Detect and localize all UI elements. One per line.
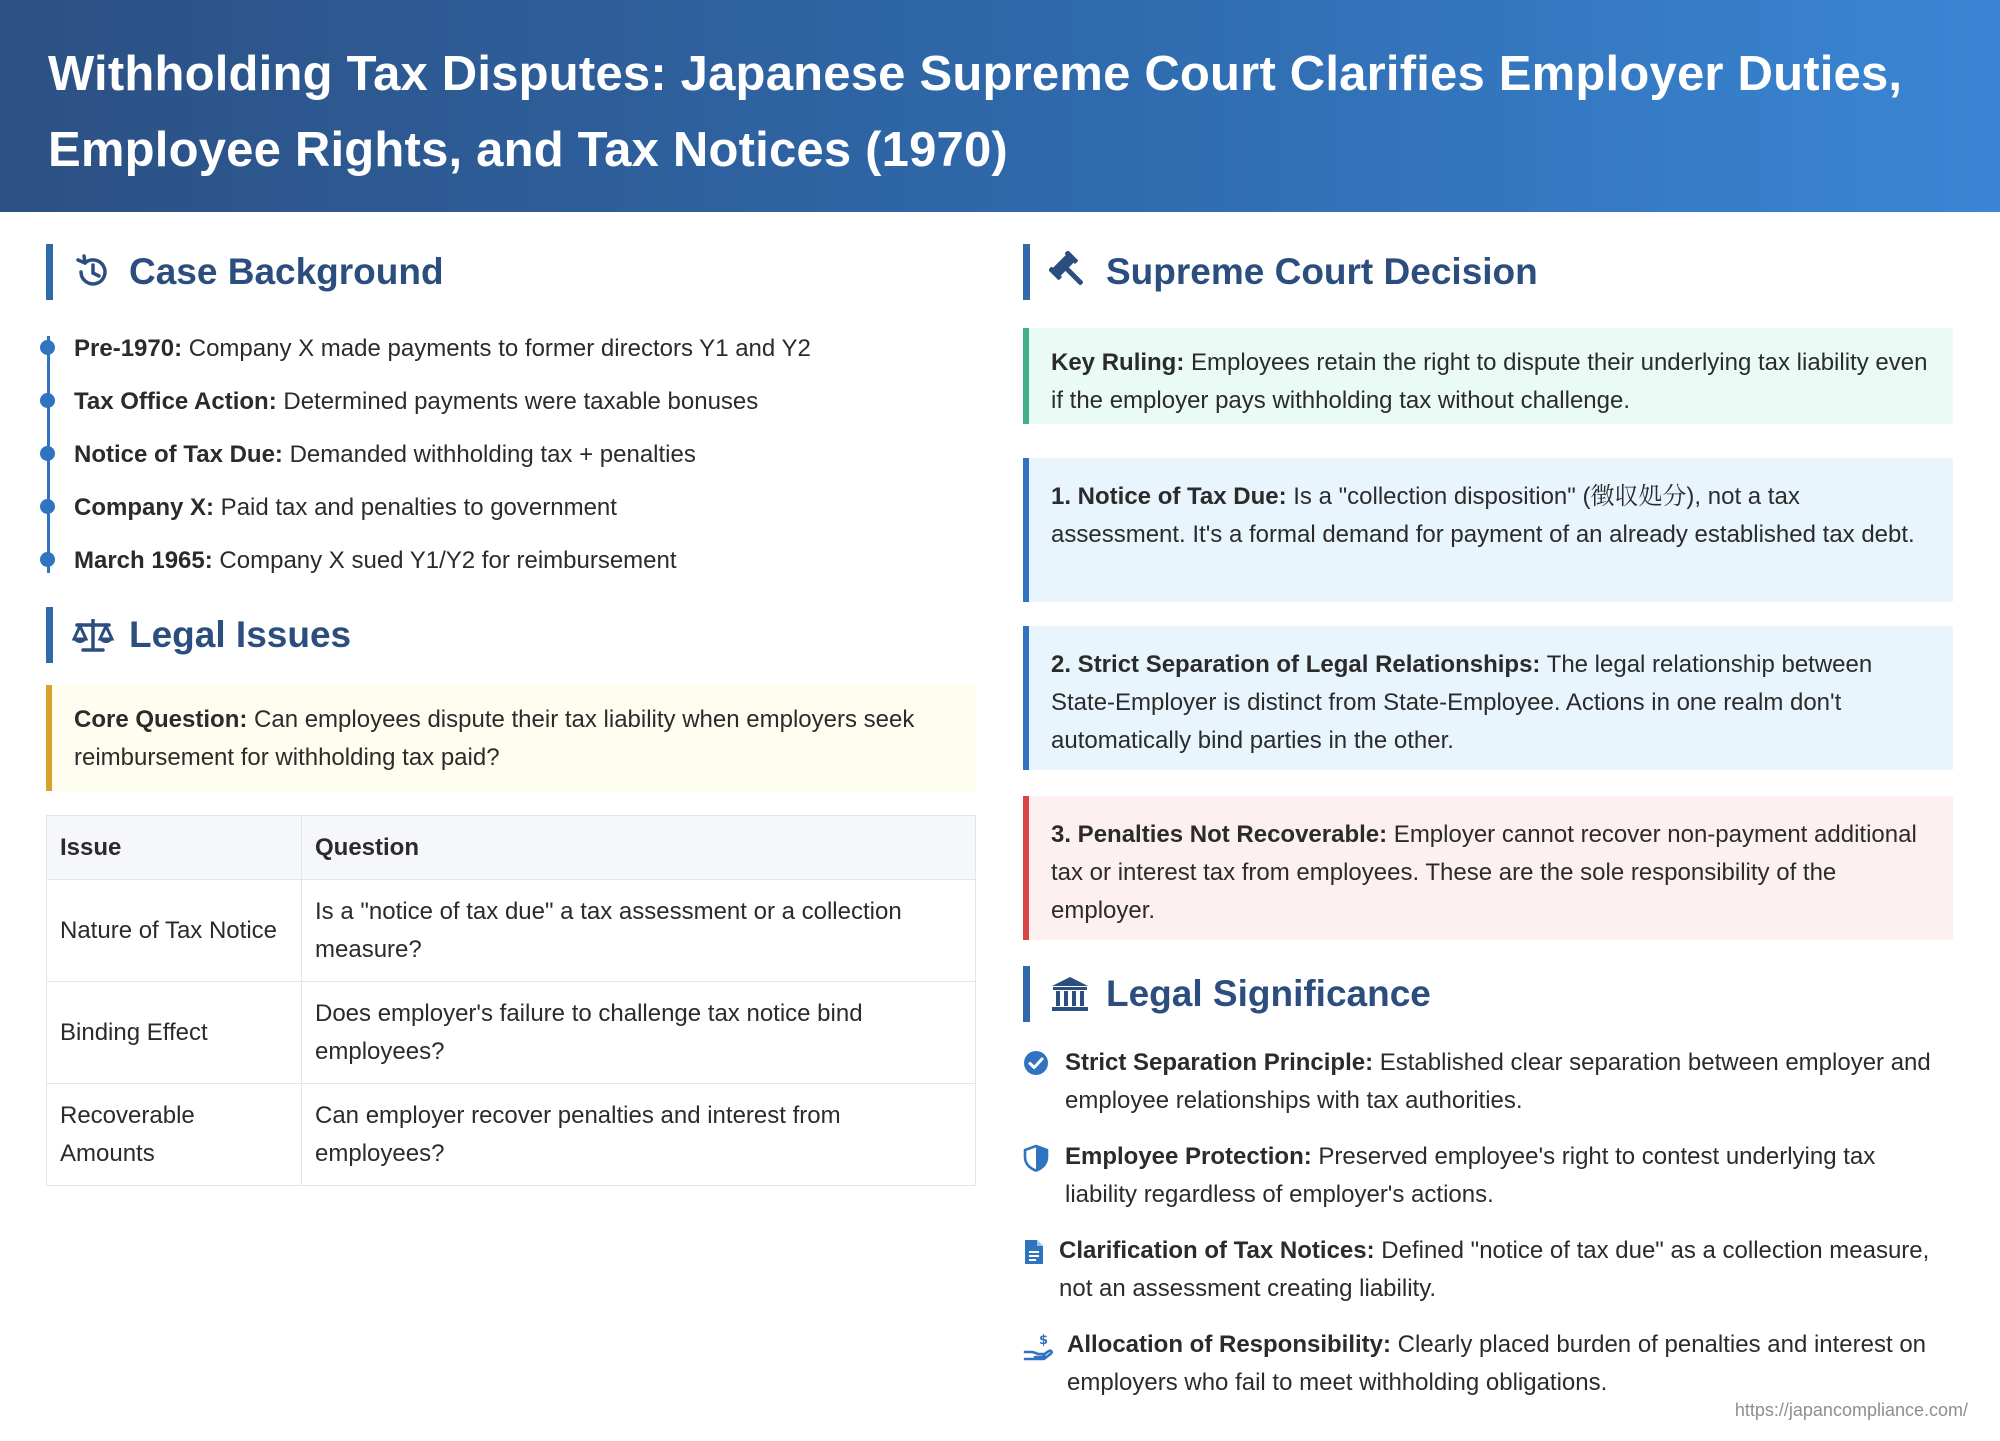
core-question-callout bbox=[46, 685, 976, 791]
column-header-question: Question bbox=[302, 816, 976, 880]
table-header-row bbox=[47, 816, 976, 880]
issues-table bbox=[46, 815, 976, 1186]
issue-cell: Nature of Tax Notice bbox=[47, 880, 302, 982]
significance-text: Clearly placed burden of penalties and interest on employers who fail to meet withholding obligations. bbox=[1067, 1331, 1927, 1396]
significance-label: Employee Protection: bbox=[1065, 1143, 1312, 1170]
significance-list bbox=[1023, 1044, 1953, 1402]
issue-cell: Recoverable Amounts bbox=[47, 1084, 302, 1186]
timeline-text: Paid tax and penalties to government bbox=[214, 494, 617, 521]
case-background-title: Case Background bbox=[129, 251, 444, 292]
significance-label: Clarification of Tax Notices: bbox=[1059, 1237, 1375, 1264]
footer-url-link[interactable]: https://japancompliance.com/ bbox=[1734, 1400, 1968, 1420]
bank-icon bbox=[1048, 972, 1092, 1016]
decision-point-text: The legal relationship between State-Employer is distinct from State-Employee. Actions in one realm don't automatically bind parties in the other. bbox=[1051, 651, 1873, 754]
timeline-text: Company X made payments to former directors Y1 and Y2 bbox=[182, 335, 811, 362]
gavel-icon bbox=[1048, 250, 1092, 294]
decision-point-text: Employer cannot recover non-payment additional tax or interest tax from employees. These are the sole responsibility of the employer. bbox=[1051, 821, 1917, 924]
list-item bbox=[1023, 1044, 1953, 1120]
hand-dollar-icon bbox=[1023, 1326, 1067, 1402]
timeline-label: March 1965: bbox=[74, 547, 213, 574]
page-title-line2: Employee Rights, and Tax Notices (1970) bbox=[48, 123, 1008, 177]
timeline-label: Tax Office Action: bbox=[74, 388, 277, 415]
timeline-dot bbox=[40, 499, 55, 514]
significance-text-block bbox=[1065, 1138, 1953, 1214]
key-ruling-text: Employees retain the right to dispute their underlying tax liability even if the employer pays withholding tax without challenge. bbox=[1051, 349, 1928, 414]
list-item bbox=[1023, 1326, 1953, 1402]
question-cell: Does employer's failure to challenge tax notice bind employees? bbox=[302, 982, 976, 1084]
page-title-line1: Withholding Tax Disputes: Japanese Supreme Court Clarifies Employer Duties, bbox=[48, 47, 1903, 101]
timeline-item bbox=[74, 428, 976, 481]
question-cell: Can employer recover penalties and interest from employees? bbox=[302, 1084, 976, 1186]
decision-point-label: 3. Penalties Not Recoverable: bbox=[1051, 821, 1388, 848]
timeline-dot bbox=[40, 552, 55, 567]
check-circle-icon bbox=[1023, 1044, 1065, 1120]
significance-text-block bbox=[1067, 1326, 1953, 1402]
question-cell: Is a "notice of tax due" a tax assessment or a collection measure? bbox=[302, 880, 976, 982]
table-row bbox=[47, 880, 976, 982]
legal-issues-heading bbox=[46, 607, 976, 663]
decision-point-3 bbox=[1023, 796, 1953, 940]
history-icon bbox=[71, 250, 115, 294]
core-question-label: Core Question: bbox=[74, 706, 248, 733]
timeline-item bbox=[74, 481, 976, 534]
timeline-label: Pre-1970: bbox=[74, 335, 183, 362]
significance-text: Established clear separation between employer and employee relationships with tax authorities. bbox=[1065, 1049, 1931, 1114]
page-title bbox=[48, 36, 1952, 188]
scales-icon bbox=[71, 613, 115, 657]
decision-point-label: 2. Strict Separation of Legal Relationships: bbox=[1051, 651, 1541, 678]
core-question-text: Can employees dispute their tax liability when employers seek reimbursement for withholding tax paid? bbox=[74, 706, 915, 771]
significance-heading bbox=[1023, 966, 1953, 1022]
significance-title: Legal Significance bbox=[1106, 973, 1431, 1014]
timeline-label: Notice of Tax Due: bbox=[74, 441, 283, 468]
significance-text: Defined "notice of tax due" as a collection measure, not an assessment creating liability. bbox=[1059, 1237, 1930, 1302]
page-header bbox=[0, 0, 2000, 212]
timeline-dot bbox=[40, 446, 55, 461]
timeline-text: Determined payments were taxable bonuses bbox=[276, 388, 759, 415]
timeline-item bbox=[74, 534, 976, 587]
list-item bbox=[1023, 1138, 1953, 1214]
case-timeline bbox=[46, 322, 976, 587]
significance-label: Allocation of Responsibility: bbox=[1067, 1331, 1392, 1358]
significance-label: Strict Separation Principle: bbox=[1065, 1049, 1374, 1076]
timeline-dot bbox=[40, 340, 55, 355]
significance-text: Preserved employee's right to contest underlying tax liability regardless of employer's actions. bbox=[1065, 1143, 1876, 1208]
table-row bbox=[47, 1084, 976, 1186]
shield-icon bbox=[1023, 1138, 1065, 1214]
case-background-heading bbox=[46, 244, 976, 300]
decision-point-2 bbox=[1023, 626, 1953, 770]
decision-heading bbox=[1023, 244, 1953, 300]
decision-point-label: 1. Notice of Tax Due: bbox=[1051, 483, 1287, 510]
column-header-issue: Issue bbox=[47, 816, 302, 880]
svg-text:$: $ bbox=[1039, 1333, 1049, 1348]
table-row bbox=[47, 982, 976, 1084]
timeline-item bbox=[74, 375, 976, 428]
timeline-label: Company X: bbox=[74, 494, 215, 521]
timeline-text: Demanded withholding tax + penalties bbox=[282, 441, 696, 468]
key-ruling-label: Key Ruling: bbox=[1051, 349, 1185, 376]
significance-text-block bbox=[1065, 1044, 1953, 1120]
timeline-dot bbox=[40, 393, 55, 408]
left-column bbox=[46, 244, 976, 1186]
timeline-text: Company X sued Y1/Y2 for reimbursement bbox=[212, 547, 677, 574]
decision-point-1 bbox=[1023, 458, 1953, 602]
issue-cell: Binding Effect bbox=[47, 982, 302, 1084]
significance-text-block bbox=[1059, 1232, 1953, 1308]
timeline-item bbox=[74, 322, 976, 375]
decision-title: Supreme Court Decision bbox=[1106, 251, 1538, 292]
list-item bbox=[1023, 1232, 1953, 1308]
decision-point-text: Is a "collection disposition" (徴収処分), not a tax assessment. It's a formal demand for payment of an already established tax debt. bbox=[1051, 483, 1915, 548]
document-icon bbox=[1023, 1232, 1059, 1308]
key-ruling-callout bbox=[1023, 328, 1953, 424]
legal-issues-title: Legal Issues bbox=[129, 614, 352, 655]
right-column bbox=[1023, 244, 1953, 1420]
